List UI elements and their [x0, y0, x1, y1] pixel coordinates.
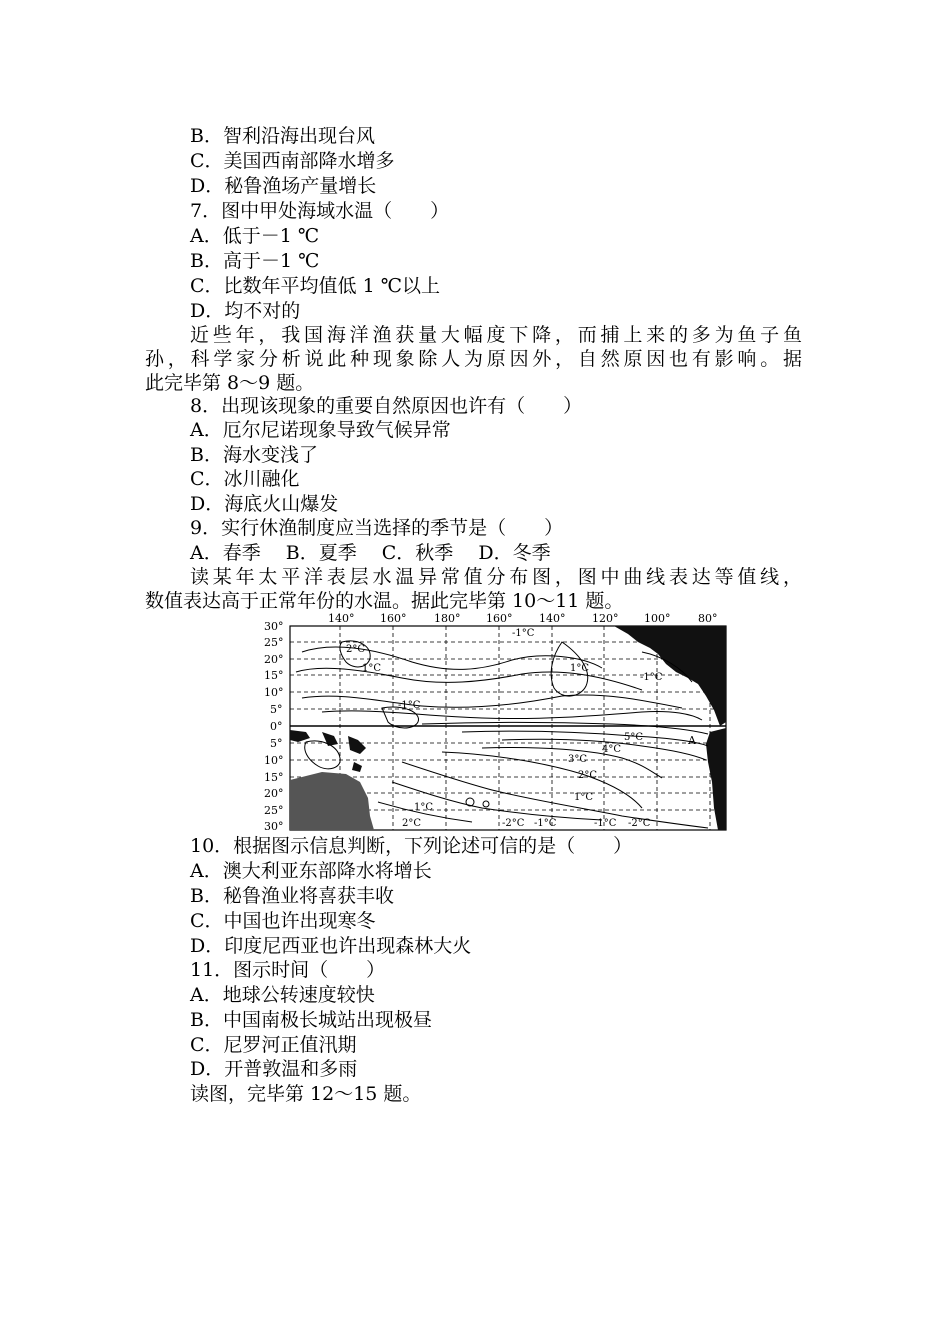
lat-label-25s: 25°	[264, 804, 284, 817]
q9-options: A．春季 B．夏季 C．秋季 D．冬季	[190, 542, 551, 564]
lon-label-140w: 140°	[539, 612, 566, 625]
iso-label: 5°C	[624, 732, 644, 743]
q6-option-d: D．秘鲁渔场产量增长	[190, 175, 377, 197]
iso-label: -2°C	[502, 818, 525, 829]
longitude-labels	[328, 612, 718, 625]
q10-option-c: C．中国也许出现寒冬	[190, 910, 376, 932]
point-a-label: A	[688, 734, 696, 747]
lon-label-80w: 80°	[698, 612, 718, 625]
lat-label-25n: 25°	[264, 636, 284, 649]
lat-label-15n: 15°	[264, 669, 284, 682]
iso-label: 3°C	[568, 754, 588, 765]
q7-option-b: B．高于－1 ℃	[190, 250, 320, 272]
lat-label-0: 0°	[270, 720, 283, 733]
lat-label-5s: 5°	[270, 737, 283, 750]
q10-stem: 10．根据图示信息判断，下列论述可信的是（ ）	[190, 835, 633, 857]
q6-option-b: B．智利沿海出现台风	[190, 125, 375, 147]
lon-label-100w: 100°	[644, 612, 671, 625]
iso-label: 2°C	[346, 644, 366, 655]
q11-option-d: D．开普敦温和多雨	[190, 1058, 358, 1080]
latitude-labels	[264, 620, 284, 832]
q8-option-b: B．海水变浅了	[190, 444, 318, 466]
q9-stem: 9．实行休渔制度应当选择的季节是（ ）	[190, 517, 564, 539]
lat-label-20n: 20°	[264, 653, 284, 666]
lon-label-160e: 160°	[380, 612, 407, 625]
lon-label-180: 180°	[434, 612, 461, 625]
q7-option-d: D．均不对的	[190, 300, 301, 322]
iso-label: 1°C	[362, 663, 382, 674]
lat-label-30n: 30°	[264, 620, 284, 633]
iso-label: -1°C	[512, 628, 535, 639]
sst-anomaly-map	[262, 612, 730, 832]
lat-label-10s: 10°	[264, 754, 284, 767]
q7-option-c: C．比数年平均值低 1 ℃以上	[190, 275, 440, 297]
passage1-line2: 孙，科学家分析说此种现象除人为原因外，自然原因也有影响。据	[145, 348, 802, 370]
iso-label: -2°C	[628, 818, 651, 829]
lon-label-160w: 160°	[486, 612, 513, 625]
passage2-line2: 数值表达高于正常年份的水温。据此完毕第 10～11 题。	[145, 590, 624, 612]
passage2-line1: 读某年太平洋表层水温异常值分布图，图中曲线表达等值线，	[190, 566, 802, 588]
iso-label: -1°C	[640, 672, 663, 683]
q11-stem: 11．图示时间（ ）	[190, 959, 386, 981]
lon-label-120w: 120°	[592, 612, 619, 625]
lat-label-10n: 10°	[264, 686, 284, 699]
q6-option-c: C．美国西南部降水增多	[190, 150, 395, 172]
q11-option-a: A．地球公转速度较快	[190, 984, 375, 1006]
iso-label: -1°C	[534, 818, 557, 829]
q7-stem: 7．图中甲处海域水温（ ）	[190, 200, 450, 222]
q8-option-a: A．厄尔尼诺现象导致气候异常	[190, 419, 451, 441]
q8-option-d: D．海底火山爆发	[190, 493, 339, 515]
lon-label-140e: 140°	[328, 612, 355, 625]
iso-label: -1°C	[594, 818, 617, 829]
iso-label: 1°C	[574, 792, 594, 803]
q8-stem: 8．出现该现象的重要自然原因也许有（ ）	[190, 395, 583, 417]
lat-label-5n: 5°	[270, 703, 283, 716]
q11-option-c: C．尼罗河正值汛期	[190, 1034, 357, 1056]
lat-label-30s: 30°	[264, 820, 284, 832]
q10-option-d: D．印度尼西亚也许出现森林大火	[190, 935, 472, 957]
iso-label: 2°C	[402, 818, 422, 829]
passage1-line3: 此完毕第 8～9 题。	[145, 372, 315, 394]
q8-option-c: C．冰川融化	[190, 468, 300, 490]
q11-option-b: B．中国南极长城站出现极昼	[190, 1009, 432, 1031]
iso-label: -1°C	[398, 700, 421, 711]
passage1-line1: 近些年，我国海洋渔获量大幅度下降，而捕上来的多为鱼子鱼	[190, 324, 802, 346]
lat-label-15s: 15°	[264, 771, 284, 784]
lat-label-20s: 20°	[264, 787, 284, 800]
closing-instruction: 读图，完毕第 12～15 题。	[190, 1083, 422, 1105]
q10-option-a: A．澳大利亚东部降水将增长	[190, 860, 432, 882]
iso-label: 2°C	[578, 770, 598, 781]
iso-label: 1°C	[414, 802, 434, 813]
iso-label: 1°C	[570, 663, 590, 674]
q7-option-a: A．低于－1 ℃	[190, 225, 320, 247]
iso-label: 4°C	[602, 744, 622, 755]
q10-option-b: B．秘鲁渔业将喜获丰收	[190, 885, 394, 907]
